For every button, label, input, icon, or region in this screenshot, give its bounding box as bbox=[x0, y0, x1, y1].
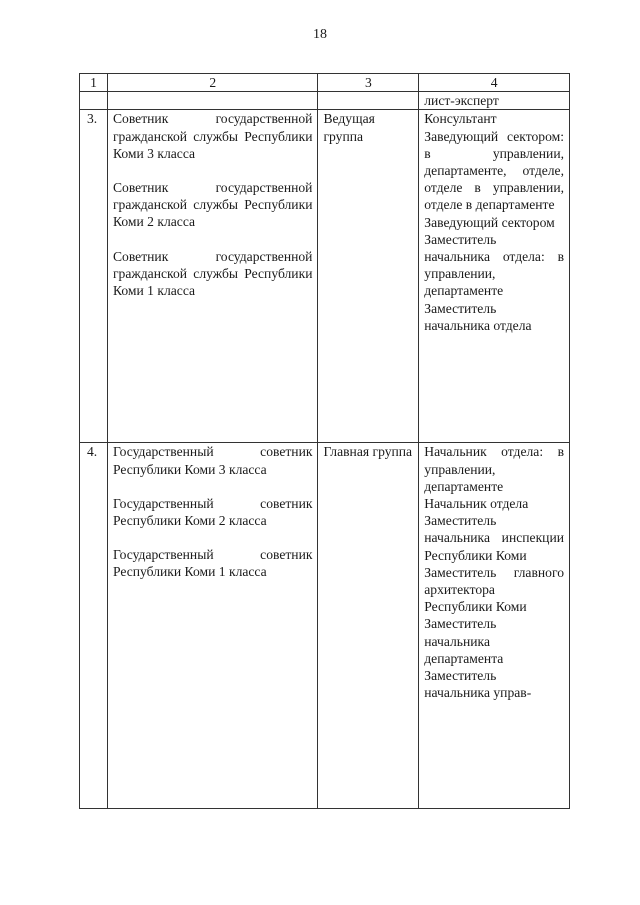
position-cell bbox=[419, 110, 570, 443]
table-row bbox=[80, 110, 570, 443]
position-item: Заместитель начальника управ- bbox=[424, 668, 532, 701]
table-row bbox=[80, 443, 570, 809]
position-item: Заместитель начальника отдела bbox=[424, 300, 532, 333]
position-item: Заместитель начальника департамента bbox=[424, 616, 504, 666]
group-cell: Ведущая группа bbox=[318, 110, 419, 443]
page-number: 18 bbox=[313, 27, 327, 42]
position-item: Заместитель главного архитектора Республики Коми bbox=[424, 564, 564, 615]
ranks-table bbox=[79, 73, 570, 809]
table-header-row bbox=[80, 74, 570, 92]
position-cell bbox=[419, 443, 570, 809]
rank-item: Советник государственной гражданской службы Республики Коми 2 класса bbox=[112, 180, 313, 230]
rank-item: Государственный советник Республики Коми 1 класса bbox=[112, 547, 313, 580]
group-cell: Главная группа bbox=[318, 443, 419, 809]
continuation-cell: лист-эксперт bbox=[419, 92, 570, 110]
position-item: Заведующий сектором: в управлении, департаменте, отделе, отделе в управлении, отделе в департаменте bbox=[424, 128, 564, 213]
position-item: Заместитель начальника инспекции Республики Коми bbox=[424, 513, 564, 563]
rank-item: Государственный советник Республики Коми 2 класса bbox=[112, 495, 313, 529]
position-item: Заместитель начальника отдела: в управлении, департаменте bbox=[424, 231, 564, 299]
rank-cell bbox=[107, 443, 318, 809]
row-number: 4. bbox=[80, 443, 108, 809]
rank-cell bbox=[107, 110, 318, 443]
position-item: Заведующий сектором bbox=[424, 214, 555, 230]
table-row-continuation bbox=[80, 92, 570, 110]
header-cell-1: 1 bbox=[80, 74, 108, 92]
row-number: 3. bbox=[80, 110, 108, 443]
rank-item: Советник государственной гражданской службы Республики Коми 1 класса bbox=[112, 248, 313, 299]
position-item: Начальник отдела bbox=[424, 496, 529, 512]
header-cell-3: 3 bbox=[318, 74, 419, 92]
header-cell-2: 2 bbox=[107, 74, 318, 92]
rank-item: Советник государственной гражданской службы Республики Коми 3 класса bbox=[112, 111, 313, 161]
header-cell-4: 4 bbox=[419, 74, 570, 92]
position-item: Консультант bbox=[424, 111, 497, 127]
rank-item: Государственный советник Республики Коми 3 класса bbox=[112, 444, 313, 477]
position-item: Начальник отдела: в управлении, департаменте bbox=[424, 444, 564, 494]
